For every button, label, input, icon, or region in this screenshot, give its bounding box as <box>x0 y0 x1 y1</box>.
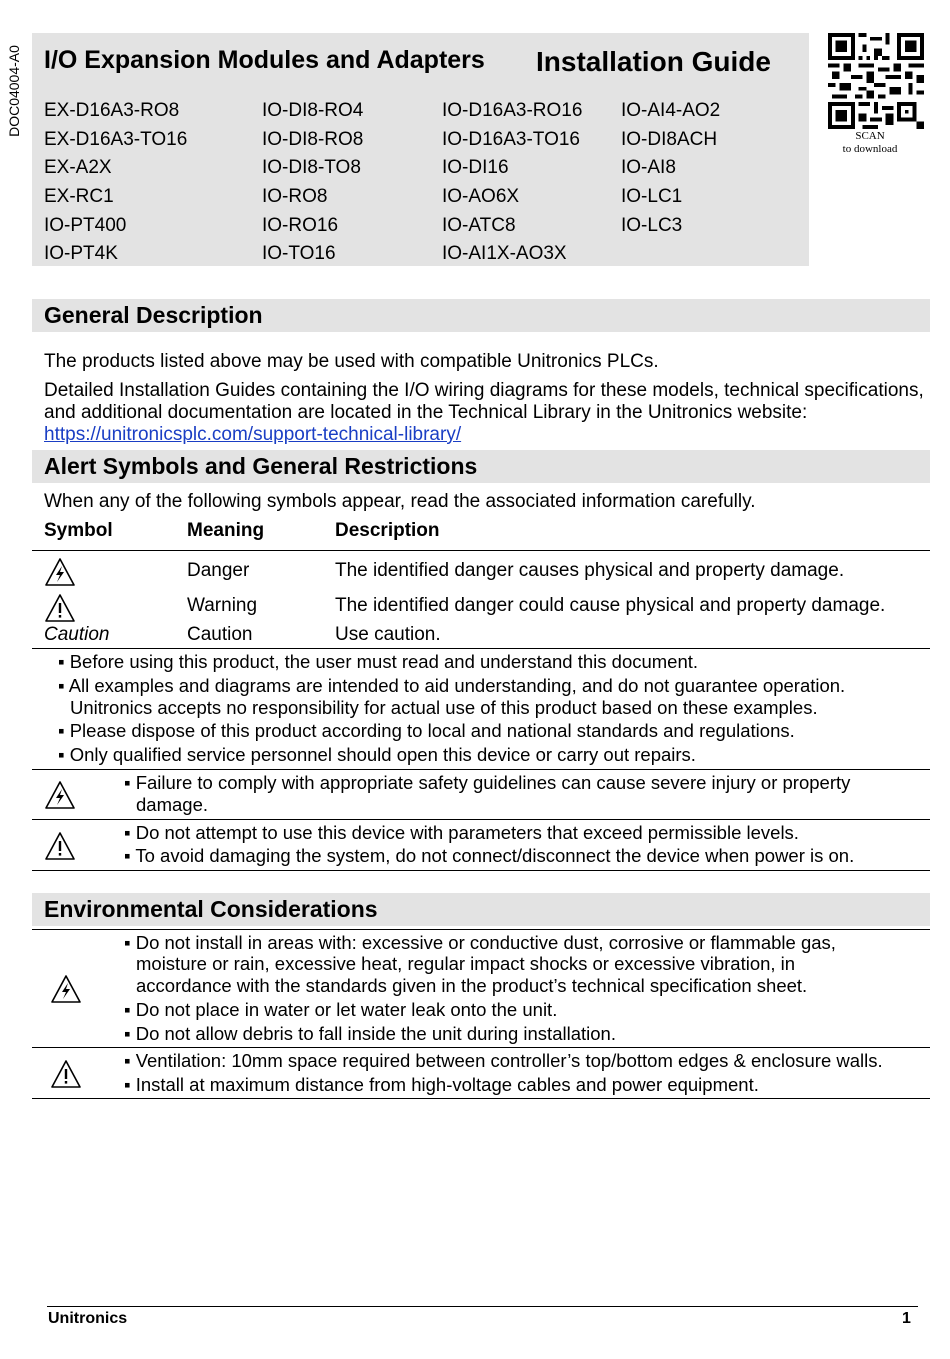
model-name: EX-RC1 <box>44 186 114 208</box>
alert-intro: When any of the following symbols appear, read the associated information carefully. <box>44 491 756 512</box>
bullet-item: ▪ Ventilation: 10mm space required between controller’s top/bottom edges & enclosure walls. <box>124 1050 883 1071</box>
technical-library-link[interactable]: https://unitronicsplc.com/support-technical-library/ <box>44 424 462 445</box>
qr-code-icon[interactable] <box>828 33 924 129</box>
model-name: IO-LC1 <box>621 186 683 208</box>
bullet-continuation: damage. <box>136 794 208 815</box>
bullet-item: ▪ Install at maximum distance from high-voltage cables and power equipment. <box>124 1074 759 1095</box>
column-header-meaning: Meaning <box>187 520 265 541</box>
exclamation-warning-icon <box>44 593 76 623</box>
description-caution: Use caution. <box>335 624 441 645</box>
bullet-item: ▪ Please dispose of this product according to local and national standards and regulations. <box>58 720 795 741</box>
model-name: IO-DI8ACH <box>621 128 718 150</box>
document-id: DOC04004-A0 <box>6 45 22 137</box>
divider <box>32 550 930 551</box>
bullet-item: ▪ Failure to comply with appropriate safety guidelines can cause severe injury or property <box>124 772 851 793</box>
model-name: IO-TO16 <box>262 243 336 265</box>
model-name: IO-DI8-TO8 <box>262 157 361 179</box>
general-paragraph-1: The products listed above may be used with compatible Unitronics PLCs. <box>44 351 659 372</box>
divider <box>32 769 930 770</box>
bullet-continuation: accordance with the standards given in the product’s technical specification sheet. <box>136 975 808 996</box>
document-title: I/O Expansion Modules and Adapters <box>44 46 485 74</box>
divider <box>32 929 930 930</box>
bullet-item: ▪ All examples and diagrams are intended to aid understanding, and do not guarantee operation. <box>58 675 846 696</box>
model-name: IO-DI8-RO4 <box>262 100 364 121</box>
model-name: EX-A2X <box>44 157 112 179</box>
model-column <box>262 97 442 269</box>
section-header-alerts: Alert Symbols and General Restrictions <box>32 450 930 483</box>
footer-brand: Unitronics <box>48 1310 128 1327</box>
column-header-description: Description <box>335 520 440 541</box>
model-list <box>44 97 801 269</box>
divider <box>32 1047 930 1048</box>
section-header-environment: Environmental Considerations <box>32 893 930 926</box>
description-danger: The identified danger causes physical and property damage. <box>335 560 845 581</box>
model-column <box>44 97 262 269</box>
model-name: IO-PT4K <box>44 243 118 265</box>
symbol-caution: Caution <box>44 624 110 645</box>
model-name: EX-D16A3-RO8 <box>44 100 180 121</box>
model-name: IO-D16A3-RO16 <box>442 100 583 121</box>
lightning-warning-icon <box>50 974 82 1004</box>
model-name: IO-D16A3-TO16 <box>442 128 580 150</box>
lightning-warning-icon <box>44 557 76 587</box>
divider <box>32 648 930 649</box>
model-name: IO-AI8 <box>621 157 676 179</box>
model-name: IO-LC3 <box>621 214 683 236</box>
footer-divider <box>47 1306 918 1307</box>
bullet-item: ▪ Do not install in areas with: excessive or conductive dust, corrosive or flammable gas, <box>124 932 836 953</box>
lightning-warning-icon <box>44 780 76 810</box>
general-paragraph-2: Detailed Installation Guides containing the I/O wiring diagrams for these models, technical specifications, and additional documentation are located in the Technical Library in the Unitronics website: https://unitronicsplc.com/support-technical-library/ <box>44 380 924 445</box>
bullet-continuation: Unitronics accepts no responsibility for actual use of this product based on these examples. <box>70 697 818 718</box>
page-number: 1 <box>902 1310 911 1327</box>
model-name: IO-DI16 <box>442 157 509 179</box>
section-header-general: General Description <box>32 299 930 332</box>
model-name: IO-DI8-RO8 <box>262 128 364 150</box>
exclamation-warning-icon <box>50 1059 82 1089</box>
column-header-symbol: Symbol <box>44 520 113 541</box>
model-name: EX-D16A3-TO16 <box>44 128 188 150</box>
model-column <box>442 97 621 269</box>
bullet-item: ▪ To avoid damaging the system, do not connect/disconnect the device when power is on. <box>124 845 855 866</box>
bullet-item: ▪ Do not allow debris to fall inside the unit during installation. <box>124 1023 616 1044</box>
model-column <box>621 97 801 269</box>
divider <box>32 819 930 820</box>
model-name: IO-RO8 <box>262 186 328 208</box>
model-name: IO-AI1X-AO3X <box>442 243 567 265</box>
model-name: IO-AI4-AO2 <box>621 100 721 121</box>
bullet-item: ▪ Do not place in water or let water leak onto the unit. <box>124 999 558 1020</box>
header-panel <box>32 33 809 266</box>
divider <box>32 1098 930 1099</box>
model-name: IO-PT400 <box>44 214 127 236</box>
bullet-item: ▪ Do not attempt to use this device with parameters that exceed permissible levels. <box>124 822 799 843</box>
bullet-continuation: moisture or rain, excessive heat, regular impact shocks or excessive vibration, in <box>136 953 796 974</box>
guide-title: Installation Guide <box>536 46 771 77</box>
model-name: IO-RO16 <box>262 214 339 236</box>
bullet-item: ▪ Only qualified service personnel should open this device or carry out repairs. <box>58 744 696 765</box>
meaning-danger: Danger <box>187 560 250 581</box>
meaning-warning: Warning <box>187 595 258 616</box>
bullet-item: ▪ Before using this product, the user must read and understand this document. <box>58 651 699 672</box>
model-name: IO-AO6X <box>442 186 520 208</box>
divider <box>32 870 930 871</box>
model-name: IO-ATC8 <box>442 214 516 236</box>
description-warning: The identified danger could cause physical and property damage. <box>335 595 886 616</box>
exclamation-warning-icon <box>44 831 76 861</box>
meaning-caution: Caution <box>187 624 253 645</box>
qr-caption: SCAN to download <box>842 130 898 155</box>
